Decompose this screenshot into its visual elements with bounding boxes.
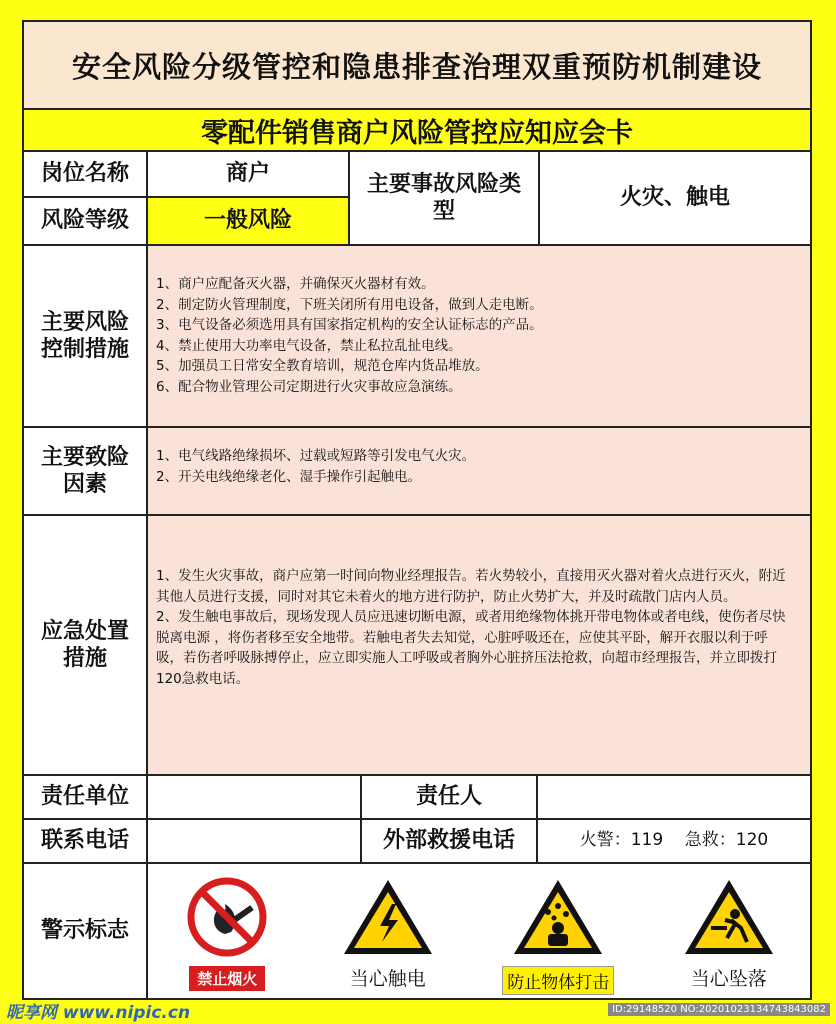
sign-caption: 禁止烟火 — [189, 966, 265, 991]
sign-no-fire — [181, 876, 273, 991]
rescue-label: 外部救援电话 — [362, 820, 538, 864]
unit-label: 责任单位 — [24, 776, 148, 820]
unit-value — [148, 776, 362, 820]
list-item: 6、配合物业管理公司定期进行火灾事故应急演练。 — [156, 378, 462, 395]
list-item: 5、加强员工日常安全教育培训，规范仓库内货品堆放。 — [156, 358, 489, 374]
person-value — [538, 776, 810, 820]
risk-level-label: 风险等级 — [24, 198, 148, 246]
post-label: 岗位名称 — [24, 152, 148, 198]
sign-caption: 当心坠落 — [690, 968, 767, 990]
phone-label: 联系电话 — [24, 820, 148, 864]
factors-label: 主要致险因素 — [24, 428, 148, 516]
emergency-list — [148, 516, 810, 776]
sign-caption: 防止物体打击 — [502, 966, 614, 995]
signs-label: 警示标志 — [24, 864, 148, 998]
list-item: 1、发生火灾事故，商户应第一时间向物业经理报告。若火势较小，直接用灭火器对着火点进行灭火，附近其他人员进行支援，同时对其它未着火的地方进行防护，防止火势扩大，并及时疏散门店内人员。 — [156, 568, 786, 605]
accident-type-label: 主要事故风险类型 — [350, 152, 540, 246]
sign-falling-object — [502, 876, 614, 995]
emergency-label: 应急处置措施 — [24, 516, 148, 776]
no-fire-icon — [181, 876, 273, 958]
list-item: 4、禁止使用大功率电气设备，禁止私拉乱扯电线。 — [156, 337, 462, 354]
controls-list — [148, 246, 810, 428]
watermark-id: ID:29148520 NO:20201023134743843082 — [608, 1003, 830, 1016]
risk-card — [22, 20, 812, 1000]
list-item: 2、发生触电事故后，现场发现人员应迅速切断电源，或者用绝缘物体挑开带电物体或者电线，使伤者尽快脱离电源 ，将伤者移至安全地带。若触电者失去知觉，心脏呼吸还在，应使其平卧，解开衣服以利于呼吸，若伤者呼吸脉搏停止，应立即实施人工呼吸或者胸外心脏挤压法抢救，向超市经理报告，并立即拨打120急救电话。 — [156, 609, 786, 687]
watermark-site: 昵享网 www.nipic.cn — [6, 1003, 191, 1023]
list-item: 3、电气设备必须选用具有国家指定机构的安全认证标志的产品。 — [156, 317, 543, 333]
sign-fall — [681, 876, 777, 991]
list-item: 2、开关电线绝缘老化、湿手操作引起触电。 — [156, 468, 422, 485]
rescue-value: 火警：119 急救：120 — [538, 820, 810, 864]
signs-row — [148, 864, 810, 998]
electric-shock-warning-icon — [340, 876, 436, 958]
accident-type-value: 火灾、触电 — [540, 152, 810, 246]
post-value: 商户 — [148, 152, 350, 198]
list-item: 2、制定防火管理制度，下班关闭所有用电设备，做到人走电断。 — [156, 296, 543, 313]
risk-level-value: 一般风险 — [148, 198, 350, 246]
sign-electric-shock — [340, 876, 436, 991]
card-subtitle: 零配件销售商户风险管控应知应会卡 — [24, 110, 810, 152]
page-title: 安全风险分级管控和隐患排查治理双重预防机制建设 — [24, 22, 810, 110]
factors-list — [148, 428, 810, 516]
list-item: 1、商户应配备灭火器，并确保灭火器材有效。 — [156, 276, 435, 292]
controls-label: 主要风险控制措施 — [24, 246, 148, 428]
fall-warning-icon — [681, 876, 777, 958]
list-item: 1、电气线路绝缘损坏、过载或短路等引发电气火灾。 — [156, 448, 476, 464]
falling-object-warning-icon — [510, 876, 606, 958]
sign-caption: 当心触电 — [349, 968, 426, 990]
person-label: 责任人 — [362, 776, 538, 820]
phone-value — [148, 820, 362, 864]
